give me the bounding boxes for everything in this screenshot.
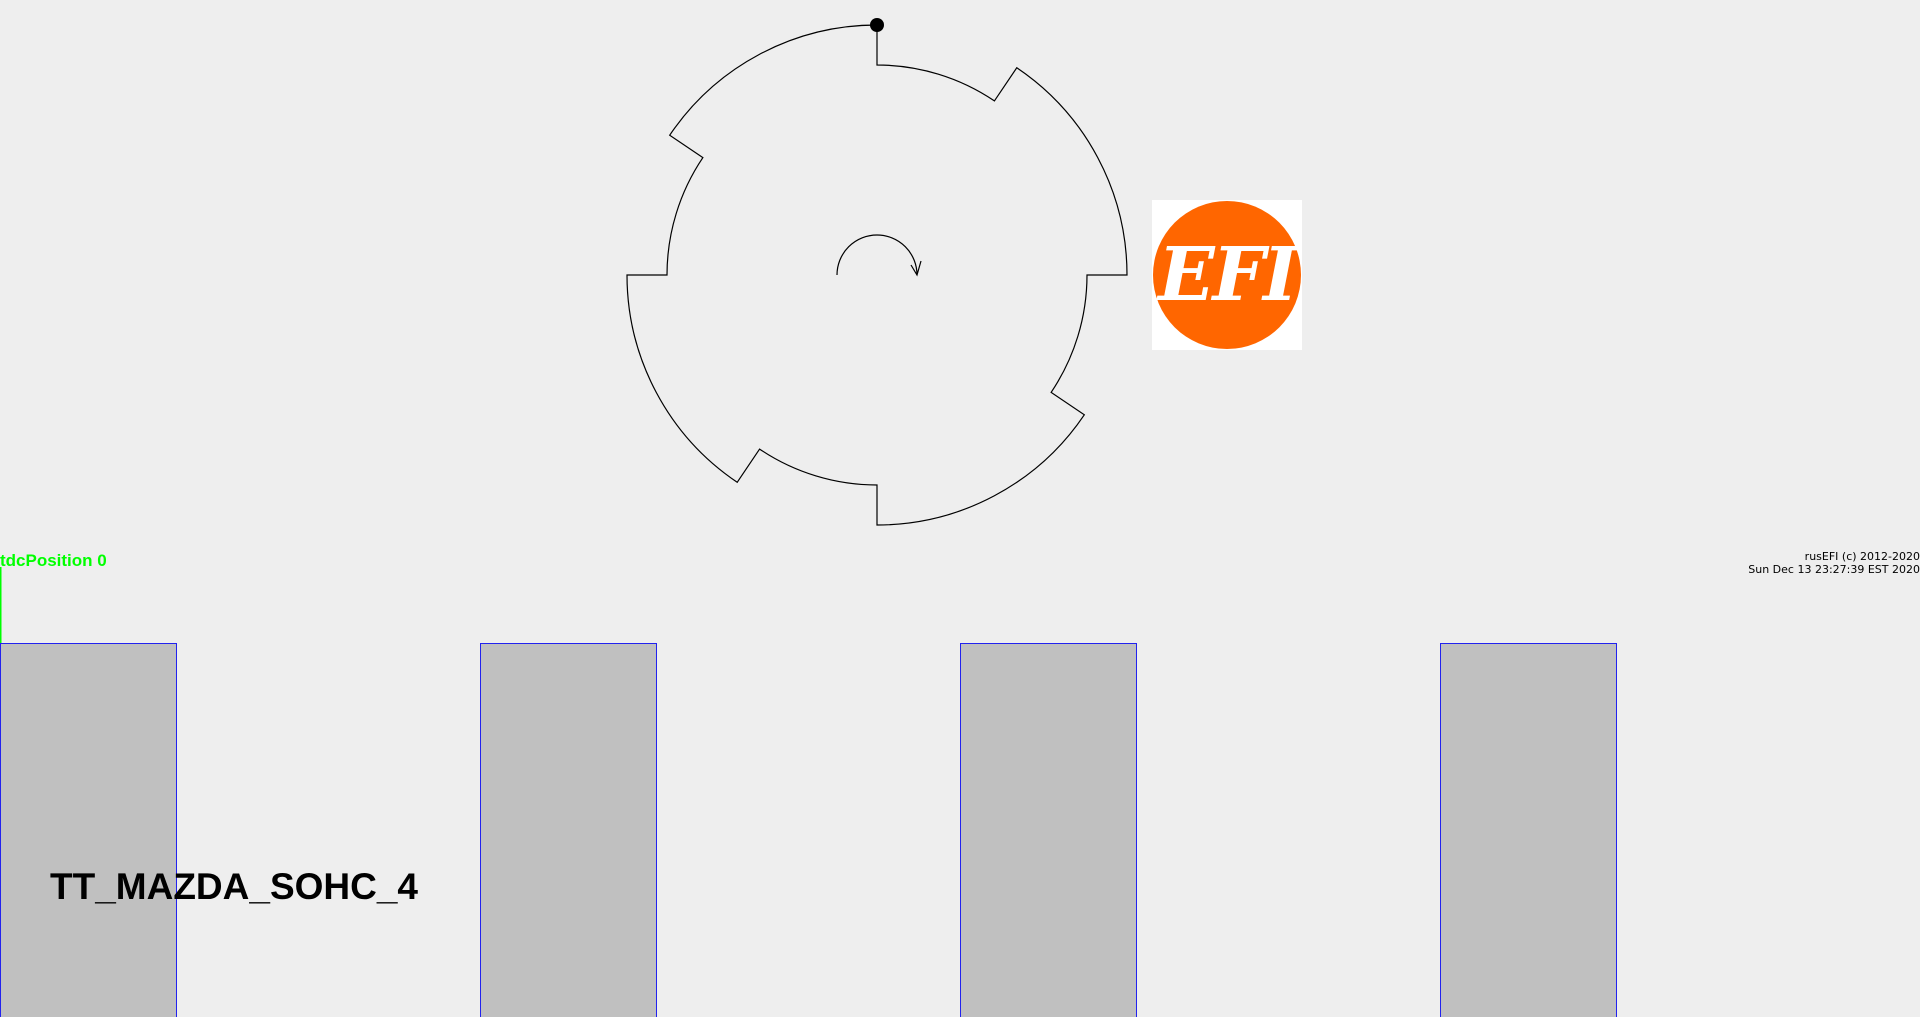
tdc-position-label: tdcPosition 0 <box>0 551 107 570</box>
copyright-notice <box>1748 550 1920 576</box>
rusefi-logo-text: EFI <box>1158 232 1296 318</box>
trigger-type-name: TT_MAZDA_SOHC_4 <box>50 866 418 907</box>
build-date-line: Sun Dec 13 23:27:39 EST 2020 <box>1748 563 1920 576</box>
signal-window <box>1441 644 1617 1017</box>
copyright-line: rusEFI (c) 2012-2020 <box>1804 550 1920 563</box>
signal-window <box>961 644 1137 1017</box>
trigger-wheel-outline <box>627 25 1127 525</box>
signal-window <box>1 644 177 1017</box>
rotation-direction-arrow-icon <box>837 235 921 275</box>
tdc-marker-dot <box>870 18 884 32</box>
rusefi-logo <box>1152 200 1302 350</box>
trigger-wheel <box>627 25 1127 525</box>
signal-window <box>481 644 657 1017</box>
